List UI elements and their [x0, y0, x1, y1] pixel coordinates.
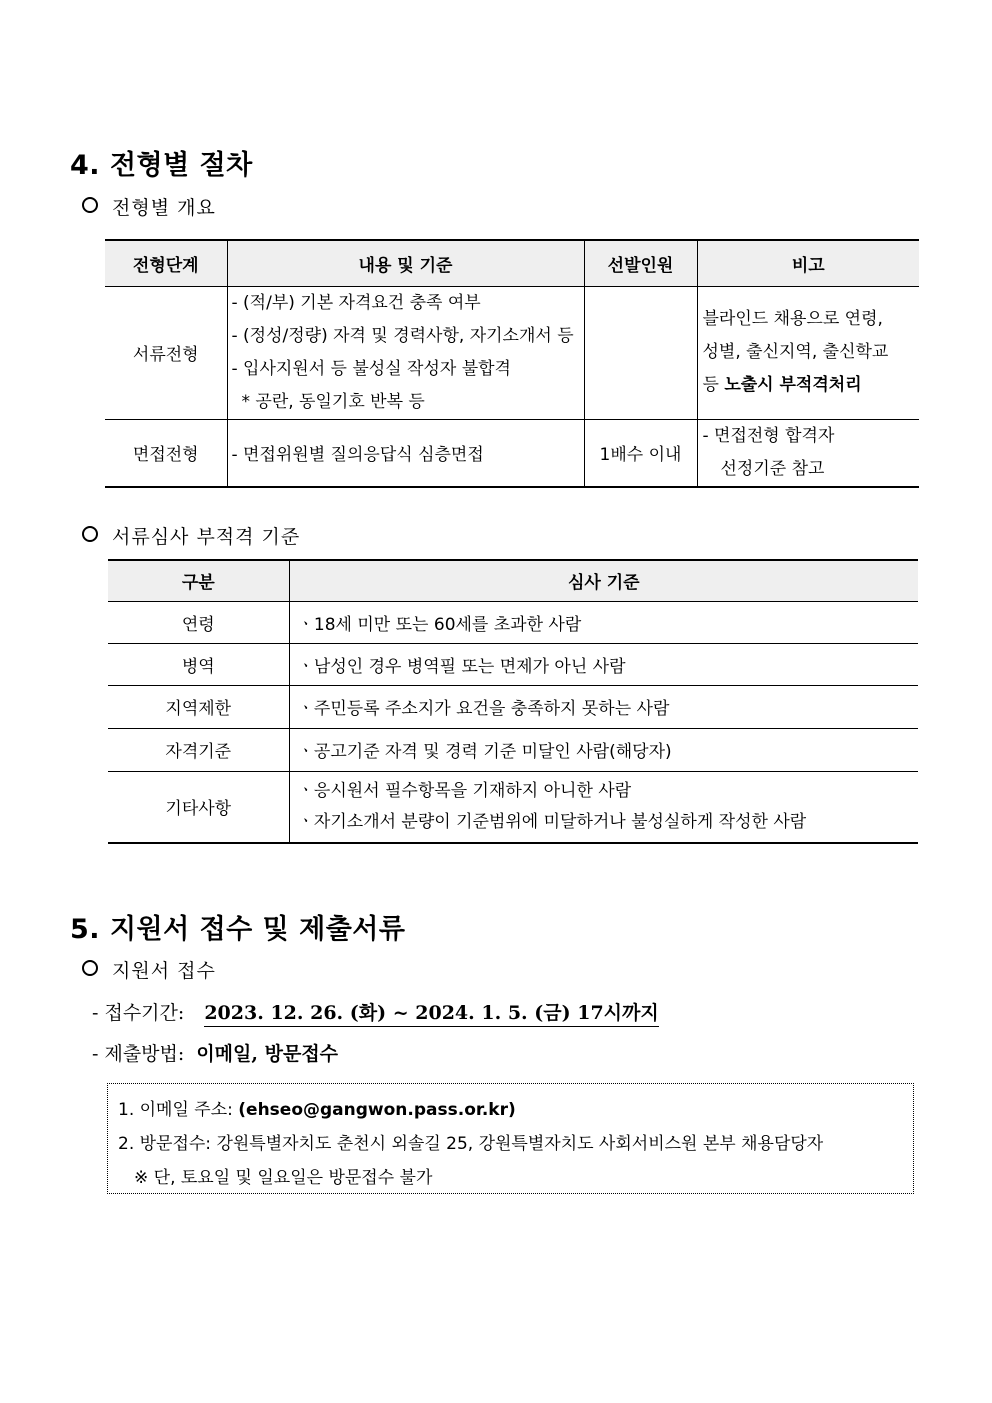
box-line-1 — [118, 1093, 903, 1127]
content-cell — [227, 286, 584, 419]
table1-header-row — [105, 240, 919, 286]
category-cell: 자격기준 — [108, 728, 289, 771]
table-row — [108, 728, 918, 771]
criteria-line: ㆍ자기소개서 분량이 기준범위에 미달하거나 불성실하게 작성한 사람 — [297, 811, 807, 832]
criteria-cell — [289, 771, 918, 843]
table1-header: 전형단계 — [105, 240, 227, 286]
sub1-label: 지원서 접수 — [112, 960, 216, 982]
table2-header: 심사 기준 — [289, 560, 918, 601]
table1-header: 선발인원 — [584, 240, 697, 286]
note-prefix: 등 — [702, 375, 725, 395]
disqualification-table — [108, 559, 918, 844]
stage-cell: 면접전형 — [105, 419, 227, 487]
method-line — [92, 1039, 338, 1066]
sub1-label: 전형별 개요 — [112, 197, 216, 219]
box-line-3: ※ 단, 토요일 및 일요일은 방문접수 불가 — [134, 1168, 433, 1188]
email-label: 1. 이메일 주소: — [118, 1100, 239, 1120]
period-line — [92, 998, 659, 1027]
count-cell: 1배수 이내 — [584, 419, 697, 487]
section4-sub2 — [82, 522, 300, 549]
criteria-cell: ㆍ주민등록 주소지가 요건을 충족하지 못하는 사람 — [289, 685, 918, 728]
table1-header: 내용 및 기준 — [227, 240, 584, 286]
note-line: 블라인드 채용으로 연령, — [702, 309, 883, 329]
circle-bullet-icon — [82, 960, 98, 976]
period-value: 2023. 12. 26. (화) ~ 2024. 1. 5. (금) 17시까지 — [204, 998, 658, 1027]
criteria-cell: ㆍ공고기준 자격 및 경력 기준 미달인 사람(해당자) — [289, 728, 918, 771]
content-line: - 입사지원서 등 불성실 작성자 불합격 — [231, 358, 511, 379]
criteria-cell: ㆍ18세 미만 또는 60세를 초과한 사람 — [289, 601, 918, 643]
circle-bullet-icon — [82, 197, 98, 213]
note-cell — [697, 286, 919, 419]
table-row — [108, 771, 918, 843]
content-line: - (정성/정량) 자격 및 경력사항, 자기소개서 등 — [231, 325, 574, 346]
table1-header: 비고 — [697, 240, 919, 286]
note-line: - 면접전형 합격자 — [702, 425, 835, 446]
category-cell: 연령 — [108, 601, 289, 643]
box-line-2: 2. 방문접수: 강원특별자치도 춘천시 외솔길 25, 강원특별자치도 사회서비스원 본부 채용담당자 — [118, 1134, 824, 1154]
table-row — [108, 601, 918, 643]
section4-sub1 — [82, 193, 216, 220]
category-cell: 지역제한 — [108, 685, 289, 728]
table1-row-document — [105, 286, 919, 419]
submission-info-box — [107, 1083, 914, 1194]
content-cell: - 면접위원별 질의응답식 심층면접 — [227, 419, 584, 487]
method-label: - 제출방법: — [92, 1043, 185, 1065]
circle-bullet-icon — [82, 526, 98, 542]
table-row — [108, 685, 918, 728]
note-bold: 노출시 부적격처리 — [724, 375, 862, 395]
content-line: - (적/부) 기본 자격요건 충족 여부 — [231, 292, 481, 313]
section5-sub1 — [82, 956, 216, 983]
email-address: (ehseo@gangwon.pass.or.kr) — [238, 1100, 516, 1120]
sub2-label: 서류심사 부적격 기준 — [112, 526, 301, 548]
note-line: 성별, 출신지역, 출신학교 — [702, 342, 889, 362]
stage-cell: 서류전형 — [105, 286, 227, 419]
note-cell — [697, 419, 919, 487]
criteria-line: ㆍ응시원서 필수항목을 기재하지 아니한 사람 — [297, 780, 632, 801]
period-label: - 접수기간: — [92, 1002, 185, 1024]
category-cell: 병역 — [108, 643, 289, 685]
note-line: 선정기준 참고 — [720, 458, 825, 479]
criteria-cell: ㆍ남성인 경우 병역필 또는 면제가 아닌 사람 — [289, 643, 918, 685]
method-value: 이메일, 방문접수 — [196, 1043, 339, 1065]
count-cell — [584, 286, 697, 419]
section4-title: 4. 전형별 절차 — [70, 150, 253, 181]
table2-header-row — [108, 560, 918, 601]
selection-overview-table — [105, 239, 919, 488]
category-cell: 기타사항 — [108, 771, 289, 843]
table-row — [108, 643, 918, 685]
note-line — [703, 369, 914, 402]
table1-row-interview — [105, 419, 919, 487]
section5-title: 5. 지원서 접수 및 제출서류 — [70, 914, 406, 945]
content-line: * 공란, 동일기호 반복 등 — [241, 391, 425, 412]
table2-header: 구분 — [108, 560, 289, 601]
